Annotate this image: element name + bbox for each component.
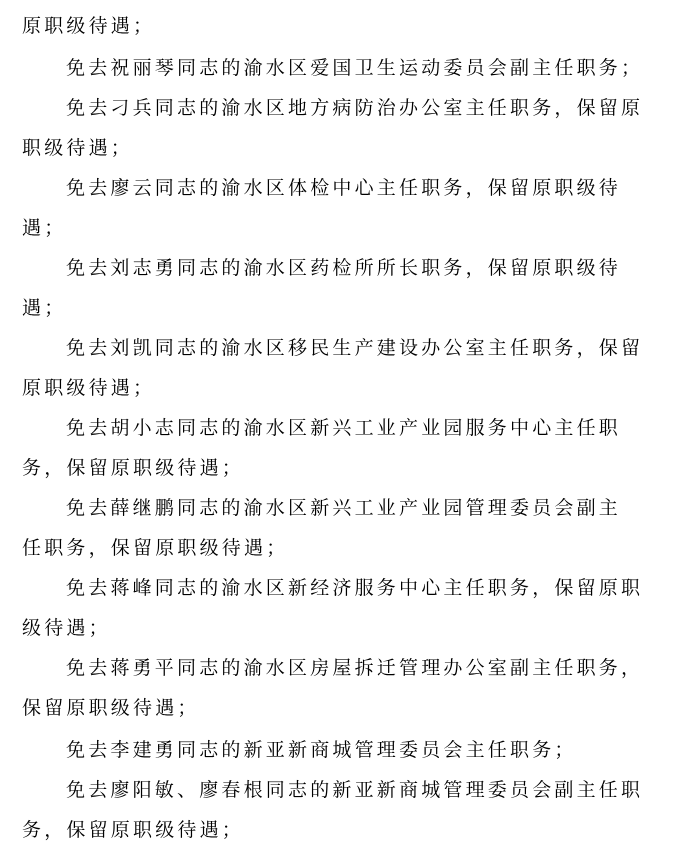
text-line: 务，保留原职级待遇； <box>22 457 245 479</box>
text-line: 免去刘志勇同志的渝水区药检所所长职务，保留原职级待 <box>66 257 622 279</box>
text-line: 务，保留原职级待遇； <box>22 819 245 841</box>
text-line: 级待遇； <box>22 617 111 639</box>
text-line: 免去廖阳敏、廖春根同志的新亚新商城管理委员会副主任职 <box>66 779 644 801</box>
text-line: 职级待遇； <box>22 137 134 159</box>
text-line: 免去蒋峰同志的渝水区新经济服务中心主任职务，保留原职 <box>66 577 644 599</box>
text-line: 免去刁兵同志的渝水区地方病防治办公室主任职务，保留原 <box>66 97 644 119</box>
text-line: 遇； <box>22 297 67 319</box>
text-line: 免去廖云同志的渝水区体检中心主任职务，保留原职级待 <box>66 177 622 199</box>
text-line: 任职务，保留原职级待遇； <box>22 537 289 559</box>
text-line: 免去胡小志同志的渝水区新兴工业产业园服务中心主任职 <box>66 417 622 439</box>
text-line: 免去刘凯同志的渝水区移民生产建设办公室主任职务，保留 <box>66 337 644 359</box>
text-line: 免去蒋勇平同志的渝水区房屋拆迁管理办公室副主任职务， <box>66 657 644 679</box>
text-line: 免去李建勇同志的新亚新商城管理委员会主任职务； <box>66 739 577 761</box>
text-line: 免去祝丽琴同志的渝水区爱国卫生运动委员会副主任职务； <box>66 57 644 79</box>
text-line: 原职级待遇； <box>22 377 156 399</box>
text-line: 原职级待遇； <box>22 15 156 37</box>
text-line: 遇； <box>22 217 67 239</box>
text-line: 免去薛继鹏同志的渝水区新兴工业产业园管理委员会副主 <box>66 497 622 519</box>
text-line: 保留原职级待遇； <box>22 697 200 719</box>
